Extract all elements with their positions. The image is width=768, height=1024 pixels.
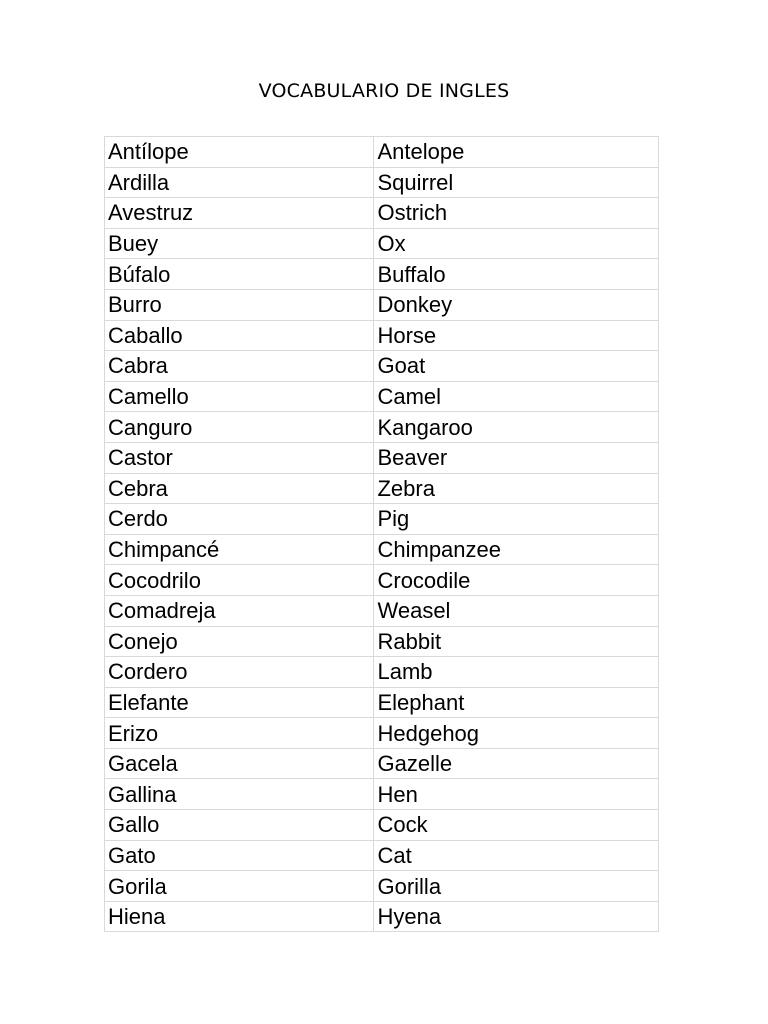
table-row <box>105 595 659 626</box>
english-word-cell: Horse <box>374 320 659 351</box>
spanish-word-cell: Caballo <box>105 320 374 351</box>
table-row <box>105 412 659 443</box>
english-word-cell: Buffalo <box>374 259 659 290</box>
spanish-word-cell: Cabra <box>105 351 374 382</box>
english-word-cell: Antelope <box>374 137 659 168</box>
english-word-cell: Pig <box>374 504 659 535</box>
table-row <box>105 442 659 473</box>
spanish-word-cell: Gacela <box>105 748 374 779</box>
english-word-cell: Beaver <box>374 442 659 473</box>
table-row <box>105 534 659 565</box>
english-word-cell: Elephant <box>374 687 659 718</box>
table-row <box>105 351 659 382</box>
spanish-word-cell: Castor <box>105 442 374 473</box>
english-word-cell: Hyena <box>374 901 659 932</box>
table-row <box>105 259 659 290</box>
spanish-word-cell: Cebra <box>105 473 374 504</box>
english-word-cell: Camel <box>374 381 659 412</box>
spanish-word-cell: Buey <box>105 228 374 259</box>
english-word-cell: Ox <box>374 228 659 259</box>
english-word-cell: Hedgehog <box>374 718 659 749</box>
english-word-cell: Donkey <box>374 289 659 320</box>
table-row <box>105 779 659 810</box>
english-word-cell: Zebra <box>374 473 659 504</box>
table-row <box>105 810 659 841</box>
spanish-word-cell: Antílope <box>105 137 374 168</box>
table-row <box>105 901 659 932</box>
table-row <box>105 565 659 596</box>
spanish-word-cell: Elefante <box>105 687 374 718</box>
table-row <box>105 473 659 504</box>
spanish-word-cell: Cordero <box>105 657 374 688</box>
spanish-word-cell: Burro <box>105 289 374 320</box>
english-word-cell: Weasel <box>374 595 659 626</box>
english-word-cell: Gazelle <box>374 748 659 779</box>
table-row <box>105 504 659 535</box>
spanish-word-cell: Conejo <box>105 626 374 657</box>
table-row <box>105 657 659 688</box>
vocabulary-table-body <box>105 137 659 932</box>
english-word-cell: Goat <box>374 351 659 382</box>
spanish-word-cell: Cocodrilo <box>105 565 374 596</box>
english-word-cell: Chimpanzee <box>374 534 659 565</box>
page-title: VOCABULARIO DE INGLES <box>258 80 510 102</box>
table-row <box>105 228 659 259</box>
table-row <box>105 687 659 718</box>
spanish-word-cell: Gallo <box>105 810 374 841</box>
table-row <box>105 840 659 871</box>
english-word-cell: Gorilla <box>374 871 659 902</box>
spanish-word-cell: Gorila <box>105 871 374 902</box>
spanish-word-cell: Gato <box>105 840 374 871</box>
english-word-cell: Cat <box>374 840 659 871</box>
table-row <box>105 167 659 198</box>
english-word-cell: Ostrich <box>374 198 659 229</box>
spanish-word-cell: Canguro <box>105 412 374 443</box>
vocabulary-table <box>104 136 659 932</box>
table-row <box>105 871 659 902</box>
english-word-cell: Hen <box>374 779 659 810</box>
spanish-word-cell: Gallina <box>105 779 374 810</box>
english-word-cell: Squirrel <box>374 167 659 198</box>
english-word-cell: Cock <box>374 810 659 841</box>
table-row <box>105 320 659 351</box>
table-row <box>105 289 659 320</box>
spanish-word-cell: Chimpancé <box>105 534 374 565</box>
english-word-cell: Kangaroo <box>374 412 659 443</box>
table-row <box>105 137 659 168</box>
english-word-cell: Crocodile <box>374 565 659 596</box>
spanish-word-cell: Erizo <box>105 718 374 749</box>
spanish-word-cell: Hiena <box>105 901 374 932</box>
table-row <box>105 626 659 657</box>
english-word-cell: Rabbit <box>374 626 659 657</box>
table-row <box>105 748 659 779</box>
spanish-word-cell: Comadreja <box>105 595 374 626</box>
table-row <box>105 718 659 749</box>
spanish-word-cell: Cerdo <box>105 504 374 535</box>
table-row <box>105 381 659 412</box>
table-row <box>105 198 659 229</box>
spanish-word-cell: Camello <box>105 381 374 412</box>
spanish-word-cell: Búfalo <box>105 259 374 290</box>
english-word-cell: Lamb <box>374 657 659 688</box>
spanish-word-cell: Ardilla <box>105 167 374 198</box>
spanish-word-cell: Avestruz <box>105 198 374 229</box>
